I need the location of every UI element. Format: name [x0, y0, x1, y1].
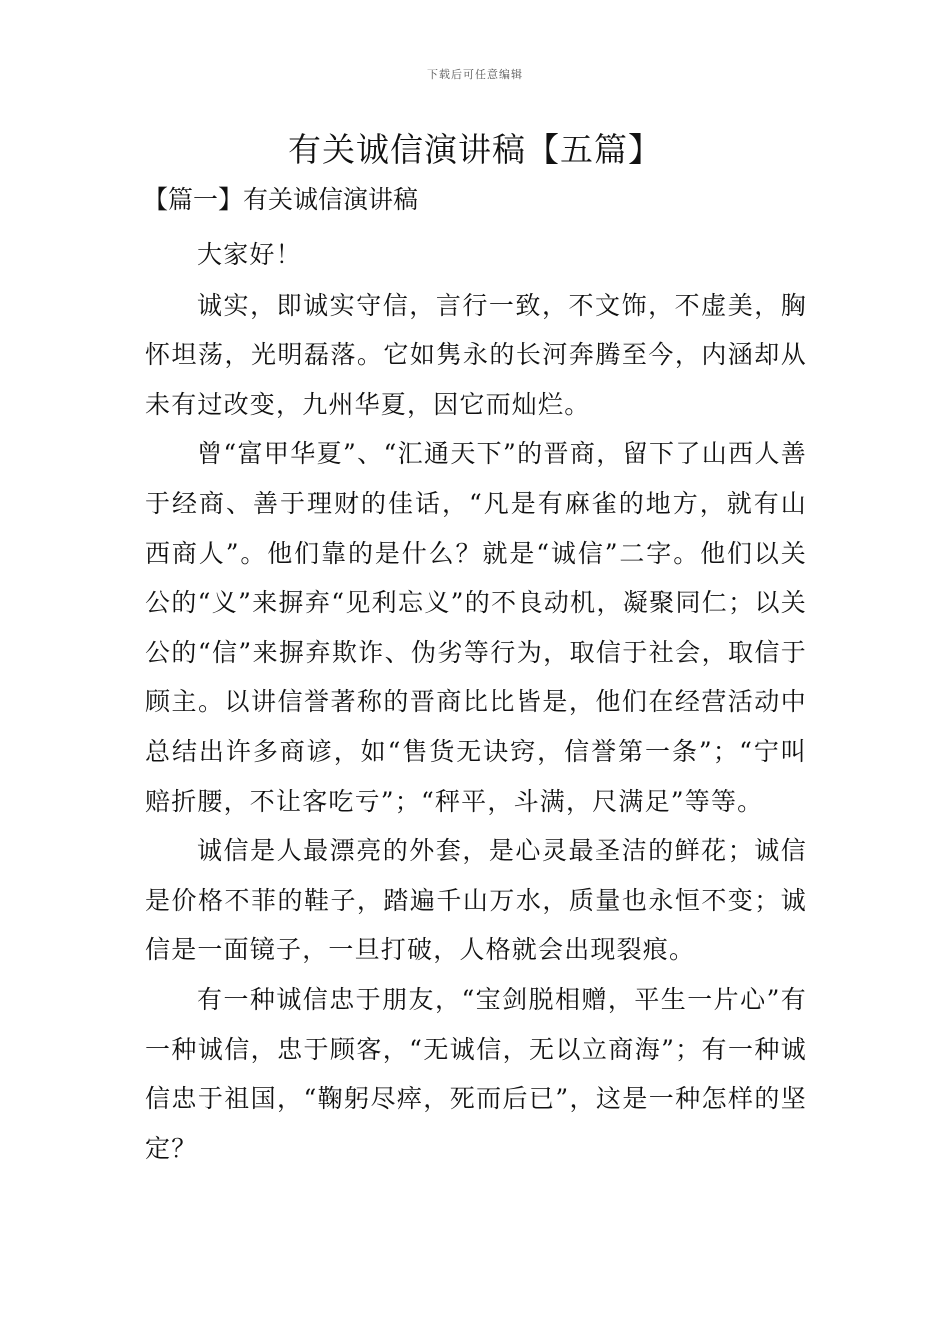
header-note: 下载后可任意编辑 [427, 68, 523, 81]
section-heading: 【篇一】有关诚信演讲稿 [143, 185, 419, 214]
document-body [145, 230, 807, 1173]
paragraph-greeting: 大家好！ [197, 240, 302, 269]
paragraph: 有一种诚信忠于朋友，“宝剑脱相赠，平生一片心”有一种诚信，忠于顾客，“无诚信，无以立商海”；有一种诚信忠于祖国，“鞠躬尽瘁，死而后已”，这是一种怎样的坚定？ [145, 984, 807, 1163]
paragraph: 诚实，即诚实守信，言行一致，不文饰，不虚美，胸怀坦荡，光明磊落。它如隽永的长河奔腾至今，内涵却从未有过改变，九州华夏，因它而灿烂。 [145, 290, 807, 419]
paragraph: 曾“富甲华夏”、“汇通天下”的晋商，留下了山西人善于经商、善于理财的佳话，“凡是有麻雀的地方，就有山西商人”。他们靠的是什么？就是“诚信”二字。他们以关公的“义”来摒弃“见利忘义”的不良动机，凝聚同仁；以关公的“信”来摒弃欺诈、伪劣等行为，取信于社会，取信于顾主。以讲信誉著称的晋商比比皆是，他们在经营活动中总结出许多商谚，如“售货无诀窍，信誉第一条”；“宁叫赔折腰，不让客吃亏”；“秤平，斗满，尺满足”等等。 [145, 439, 807, 816]
paragraph: 诚信是人最漂亮的外套，是心灵最圣洁的鲜花；诚信是价格不菲的鞋子，踏遍千山万水，质量也永恒不变；诚信是一面镜子，一旦打破，人格就会出现裂痕。 [145, 836, 807, 965]
document-title: 有关诚信演讲稿【五篇】 [288, 130, 662, 169]
